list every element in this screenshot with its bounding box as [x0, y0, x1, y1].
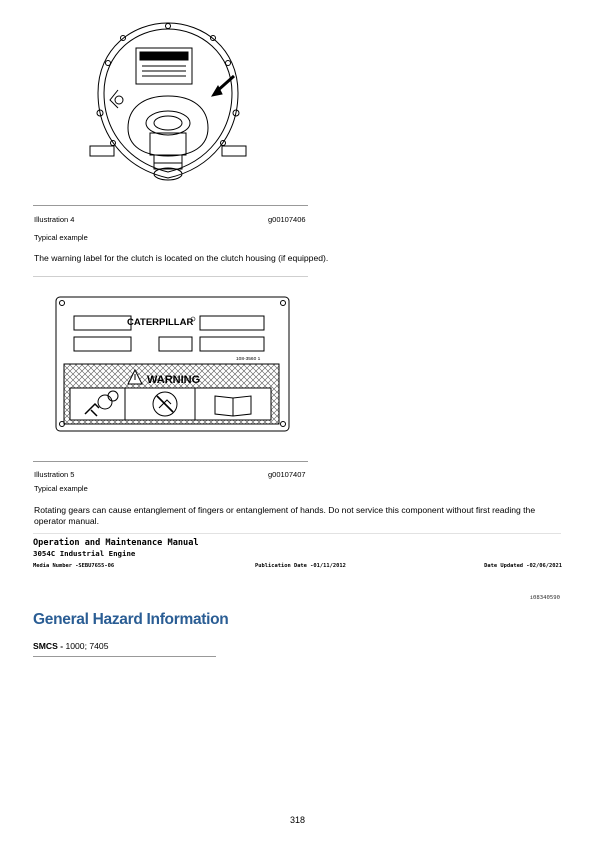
section-title: General Hazard Information — [33, 611, 229, 628]
section-id: i08340590 — [529, 595, 560, 601]
media-number: Media Number -SEBU7655-06 — [33, 563, 115, 569]
illustration-5-code: g00107407 — [268, 470, 306, 479]
date-updated: Date Updated -02/06/2021 — [484, 563, 562, 569]
divider — [33, 656, 216, 657]
illustration-4-label: Illustration 4 — [34, 215, 75, 224]
illustration-5-label: Illustration 5 — [34, 470, 75, 479]
illustration-5-caption: Typical example — [34, 484, 88, 493]
label-part-number: 108-3560 1 — [236, 357, 261, 362]
clutch-housing-illustration — [88, 18, 248, 193]
divider — [33, 461, 308, 462]
illustration-4-caption: Typical example — [34, 233, 88, 242]
label-warning-text: WARNING — [147, 374, 201, 386]
label-brand-text: CATERPILLAR — [127, 317, 194, 328]
illustration-5-description: Rotating gears can cause entanglement of fingers or entanglement of hands. Do not service this component without first reading the operator manual. — [34, 505, 536, 526]
divider — [33, 276, 308, 277]
illustration-4-description: The warning label for the clutch is located on the clutch housing (if equipped). — [34, 253, 329, 263]
manual-title: Operation and Maintenance Manual — [33, 538, 199, 548]
illustration-4-code: g00107406 — [268, 215, 306, 224]
smcs-codes: 1000; 7405 — [65, 641, 109, 651]
divider — [33, 533, 561, 534]
smcs-label: SMCS - — [33, 641, 64, 651]
divider — [33, 205, 308, 206]
warning-label-illustration — [55, 296, 290, 432]
publication-date: Publication Date -01/11/2012 — [255, 563, 346, 569]
page-number: 318 — [289, 815, 306, 825]
manual-subtitle: 3054C Industrial Engine — [33, 549, 136, 558]
smcs-line — [33, 641, 108, 651]
